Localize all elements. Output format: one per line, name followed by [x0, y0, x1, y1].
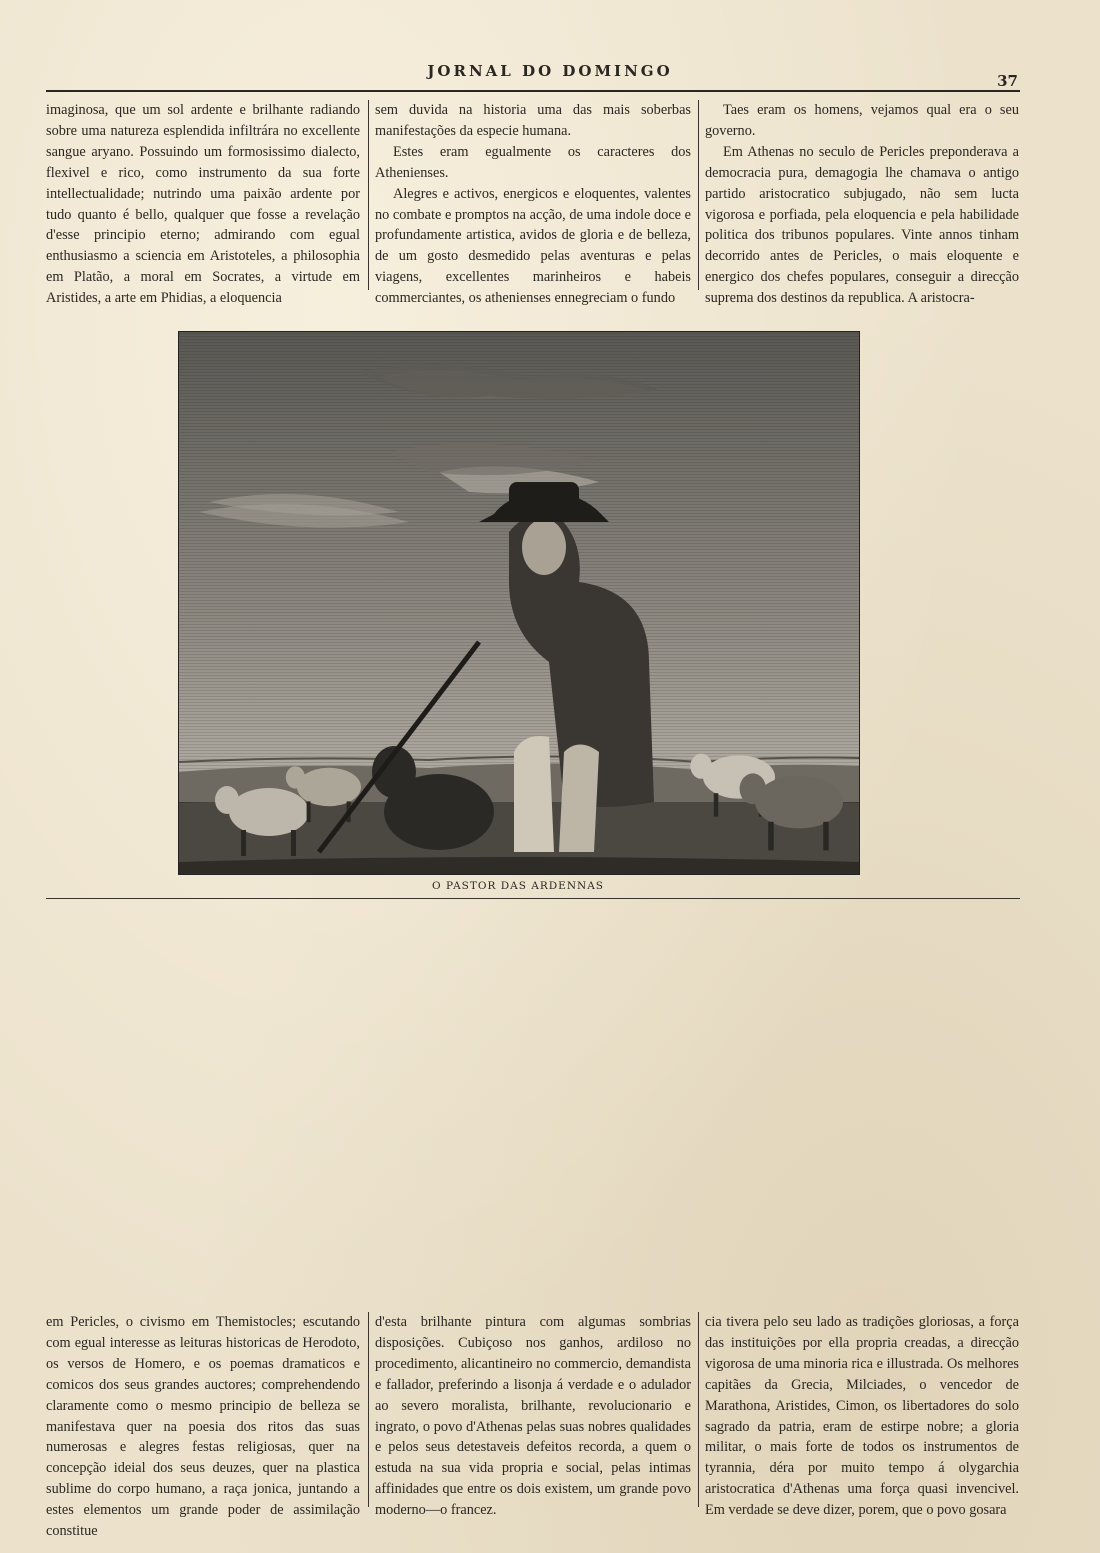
foreground-grass — [179, 857, 859, 874]
column-divider — [368, 1312, 369, 1507]
shepherd-leg — [514, 736, 554, 852]
column-divider — [698, 1312, 699, 1507]
sheep-head — [690, 754, 712, 779]
paragraph: imaginosa, que um sol ardente e brilhante radiando sobre uma natureza esplendida infiltrára no excellente sangue aryano. Possuindo um formosissimo dialecto, flexivel e rico, como instrumento da sua forte intellectualidade; nutrindo uma paixão ardente por tudo quanto é bello, qualquer que fosse a revelação d'esse principio eterno; admirando com egual enthusiasmo a sciencia em Aristoteles, a philosophia em Platão, a moral em Socrates, a virtude em Aristides, a arte em Phidias, a eloquencia — [46, 102, 360, 307]
paragraph: Alegres e activos, energicos e eloquentes, valentes no combate e promptos na acção, de uma indole doce e profundamente artistica, avidos de gloria e de belleza, de um gosto desmedido pelas aventuras e pelas viagens, excellentes marinheiros e habeis commerciantes, os athenienses ennegreciam o fundo — [375, 185, 691, 307]
sheep-head — [215, 786, 239, 814]
sheep-head — [740, 773, 766, 804]
journal-title: JORNAL DO DOMINGO — [427, 62, 673, 80]
engraving-image — [179, 332, 859, 874]
sheep-body — [229, 788, 309, 836]
bottom-column-3 — [705, 1312, 1019, 1521]
paragraph: d'esta brilhante pintura com algumas sombrias disposições. Cubiçoso nos ganhos, ardiloso no procedimento, alicantineiro no commercio, demandista e fallador, preferindo a lisonja á verdade e o adulador ao severo moralista, brilhante, revolucionario e ingrato, o povo d'Athenas pelas suas nobres qualidades e pelos seus detestaveis defeitos recorda, a quem o estuda na sua vida propria e social, pelas intimas affinidades que entre os dois existem, um grande povo moderno—o francez. — [375, 1314, 691, 1519]
column-divider — [368, 100, 369, 290]
paragraph: sem duvida na historia uma das mais soberbas manifestações da especie humana. — [375, 102, 691, 139]
top-column-2 — [375, 100, 691, 309]
top-column-3 — [705, 100, 1019, 309]
illustration-caption: O PASTOR DAS ARDENNAS — [432, 880, 604, 892]
bottom-rule — [46, 898, 1020, 899]
paragraph: cia tivera pelo seu lado as tradições gloriosas, a força das instituições por ella propria creadas, a direcção vigorosa de uma minoria rica e illustrada. Os melhores capitães da Grecia, Milciades, o vencedor de Marathona, Aristides, Cimon, os libertadores do solo sagrado da patria, eram de estirpe nobre; a gloria militar, o mais forte de todos os instrumentos de tyrannia, déra por muito tempo á olygarchia aristocratica d'Athenas uma força quasi invencivel. Em verdade se deve dizer, porem, que o povo gosara — [705, 1314, 1019, 1519]
page-number: 37 — [997, 72, 1018, 90]
shepherd-face — [522, 519, 566, 575]
paragraph: Estes eram egualmente os caracteres dos Athenienses. — [375, 143, 691, 181]
shepherd-hat-crown — [509, 482, 579, 520]
sheep-body — [755, 776, 843, 829]
sheep-head — [286, 766, 305, 788]
header-rule — [46, 90, 1020, 92]
paragraph: Em Athenas no seculo de Pericles preponderava a democracia pura, demagogia lhe chamava o antigo partido aristocratico subjugado, não sem lucta vigorosa e porfiada, pela eloquencia e pela habilidade politica dos tribunos populares. Vinte annos tinham decorrido antes de Pericles, o mais eloquente e energico dos chefes populares, conseguir a direcção suprema dos destinos da republica. A aristocra- — [705, 143, 1019, 307]
column-divider — [698, 100, 699, 290]
top-column-1 — [46, 100, 360, 309]
paragraph: Taes eram os homens, vejamos qual era o seu governo. — [705, 102, 1019, 139]
shepherd-leg — [559, 745, 599, 853]
paragraph: em Pericles, o civismo em Themistocles; escutando com egual interesse as leituras historicas de Herodoto, os versos de Homero, e os poemas dramaticos e comicos dos seus grandes auctores; comprehendendo claramente como o mesmo principio de belleza se manifestava quer na poesia dos ritos das suas numerosas e alegres festas religiosas, quer na concepção ideial dos seus deuzes, quer na plastica sublime do corpo humano, a raça jonica, juntando a estes elementos um grande poder de assimilação constitue — [46, 1314, 360, 1540]
bottom-column-2 — [375, 1312, 691, 1521]
bottom-column-1 — [46, 1312, 360, 1542]
engraving-shepherd-with-sheep — [178, 331, 860, 875]
sheep-body — [297, 768, 361, 806]
